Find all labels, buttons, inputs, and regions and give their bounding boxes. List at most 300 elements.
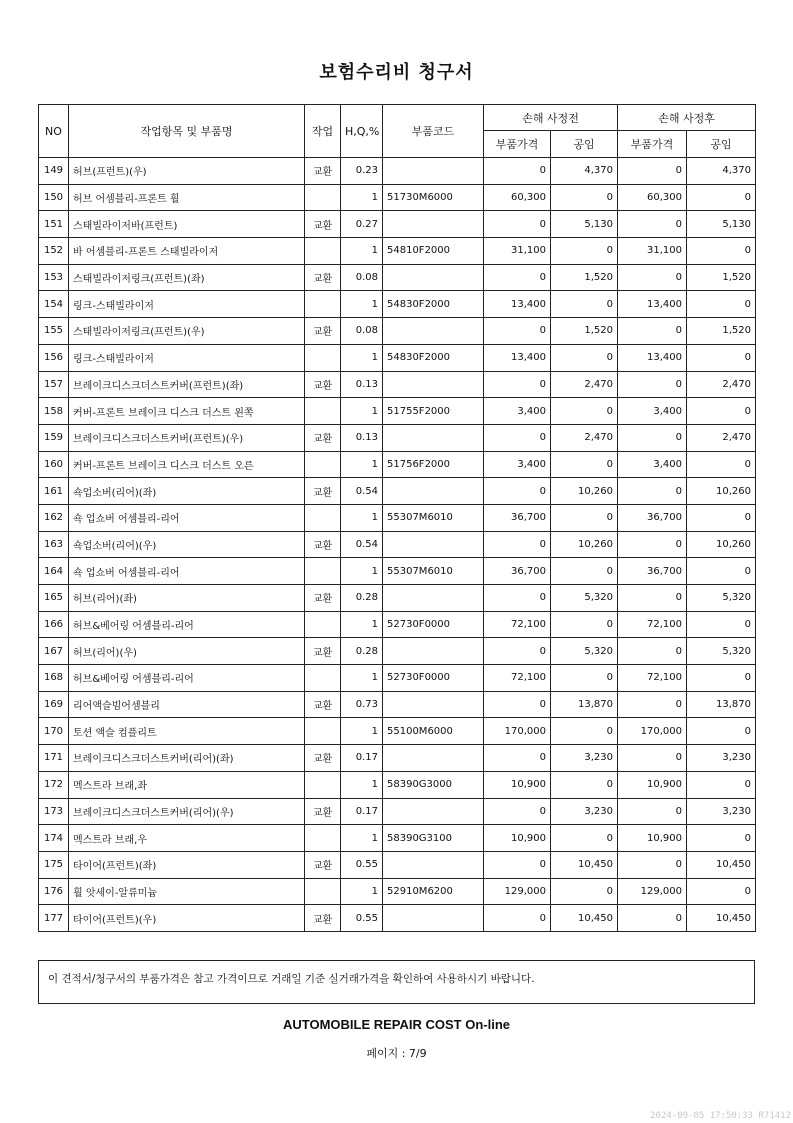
cell-hq: 1 — [341, 184, 383, 211]
cell-hq: 0.55 — [341, 851, 383, 878]
table-row — [39, 531, 756, 558]
cell-before-labor: 5,320 — [551, 585, 618, 612]
table-row — [39, 184, 756, 211]
cell-hq: 0.55 — [341, 905, 383, 932]
cell-work: 교환 — [305, 638, 341, 665]
cell-before-part-price: 10,900 — [484, 825, 551, 852]
cell-no: 166 — [39, 611, 69, 638]
cell-work: 교환 — [305, 531, 341, 558]
cell-after-labor: 10,450 — [687, 851, 756, 878]
cell-code: 51755F2000 — [383, 398, 484, 425]
cell-hq: 1 — [341, 665, 383, 692]
cell-item: 스태빌라이저바(프런트) — [69, 211, 305, 238]
header-before-part-price: 부품가격 — [484, 131, 551, 158]
cell-code: 58390G3000 — [383, 771, 484, 798]
cell-after-labor: 0 — [687, 504, 756, 531]
table-row — [39, 318, 756, 345]
cell-code — [383, 424, 484, 451]
cell-before-part-price: 170,000 — [484, 718, 551, 745]
cell-work — [305, 398, 341, 425]
cell-after-labor: 2,470 — [687, 424, 756, 451]
cell-before-part-price: 0 — [484, 158, 551, 185]
cell-after-part-price: 36,700 — [618, 504, 687, 531]
table-row — [39, 424, 756, 451]
cell-after-part-price: 0 — [618, 905, 687, 932]
cell-before-labor: 10,450 — [551, 905, 618, 932]
cell-after-part-price: 13,400 — [618, 291, 687, 318]
cell-hq: 0.13 — [341, 371, 383, 398]
cell-item: 허브(프런트)(우) — [69, 158, 305, 185]
table-row — [39, 745, 756, 772]
cell-item: 타이어(프런트)(우) — [69, 905, 305, 932]
cell-item: 스태빌라이저링크(프런트)(좌) — [69, 264, 305, 291]
cell-code: 55100M6000 — [383, 718, 484, 745]
cell-no: 152 — [39, 238, 69, 265]
cell-before-labor: 0 — [551, 771, 618, 798]
cell-no: 175 — [39, 851, 69, 878]
cell-no: 173 — [39, 798, 69, 825]
page-number: 페이지 : 7/9 — [366, 1047, 427, 1060]
cell-before-part-price: 10,900 — [484, 771, 551, 798]
cell-hq: 0.23 — [341, 158, 383, 185]
table-row — [39, 504, 756, 531]
cell-no: 172 — [39, 771, 69, 798]
cell-item: 허브&베어링 어셈블리-리어 — [69, 611, 305, 638]
table-row — [39, 451, 756, 478]
cell-after-labor: 5,320 — [687, 638, 756, 665]
cell-item: 브레이크디스크더스트커버(리어)(우) — [69, 798, 305, 825]
cell-after-labor: 4,370 — [687, 158, 756, 185]
cell-before-labor: 0 — [551, 504, 618, 531]
table-row — [39, 238, 756, 265]
cell-hq: 1 — [341, 558, 383, 585]
cell-after-part-price: 0 — [618, 264, 687, 291]
table-header — [39, 105, 756, 158]
cell-after-labor: 5,320 — [687, 585, 756, 612]
cell-no: 167 — [39, 638, 69, 665]
cell-after-part-price: 170,000 — [618, 718, 687, 745]
cell-after-part-price: 10,900 — [618, 771, 687, 798]
cell-after-labor: 0 — [687, 184, 756, 211]
cell-after-labor: 0 — [687, 825, 756, 852]
cell-before-part-price: 31,100 — [484, 238, 551, 265]
cell-hq: 0.17 — [341, 798, 383, 825]
cell-before-labor: 0 — [551, 665, 618, 692]
cell-after-labor: 0 — [687, 878, 756, 905]
cell-after-part-price: 0 — [618, 745, 687, 772]
cell-before-part-price: 129,000 — [484, 878, 551, 905]
cell-before-part-price: 0 — [484, 905, 551, 932]
table-row — [39, 665, 756, 692]
cell-item: 커버-프론트 브레이크 디스크 더스트 오른 — [69, 451, 305, 478]
cell-hq: 0.08 — [341, 264, 383, 291]
cell-after-labor: 0 — [687, 238, 756, 265]
cell-item: 쇽 업쇼버 어셈블리-리어 — [69, 504, 305, 531]
cell-before-labor: 0 — [551, 878, 618, 905]
cell-after-labor: 1,520 — [687, 318, 756, 345]
cell-item: 쇽업소버(리어)(우) — [69, 531, 305, 558]
cell-before-labor: 10,260 — [551, 531, 618, 558]
cell-before-part-price: 0 — [484, 531, 551, 558]
cell-work — [305, 771, 341, 798]
cell-work — [305, 558, 341, 585]
cell-no: 163 — [39, 531, 69, 558]
table-row — [39, 558, 756, 585]
cell-after-labor: 3,230 — [687, 745, 756, 772]
cell-work: 교환 — [305, 318, 341, 345]
cell-code — [383, 745, 484, 772]
cell-before-part-price: 72,100 — [484, 665, 551, 692]
table-row — [39, 371, 756, 398]
cell-after-part-price: 0 — [618, 318, 687, 345]
cell-after-labor: 1,520 — [687, 264, 756, 291]
table-row — [39, 158, 756, 185]
cell-code — [383, 211, 484, 238]
cell-before-part-price: 0 — [484, 638, 551, 665]
cell-no: 159 — [39, 424, 69, 451]
cell-before-labor: 3,230 — [551, 745, 618, 772]
cell-no: 168 — [39, 665, 69, 692]
header-work: 작업 — [305, 105, 341, 158]
cell-item: 허브(리어)(좌) — [69, 585, 305, 612]
cell-hq: 1 — [341, 344, 383, 371]
cell-before-labor: 10,450 — [551, 851, 618, 878]
cell-code: 55307M6010 — [383, 504, 484, 531]
cell-after-part-price: 0 — [618, 371, 687, 398]
cell-code — [383, 158, 484, 185]
cell-code: 55307M6010 — [383, 558, 484, 585]
cell-no: 155 — [39, 318, 69, 345]
cell-after-labor: 5,130 — [687, 211, 756, 238]
table-row — [39, 825, 756, 852]
cell-no: 165 — [39, 585, 69, 612]
header-hq: H,Q,% — [341, 105, 383, 158]
cell-before-part-price: 0 — [484, 371, 551, 398]
cell-work: 교환 — [305, 211, 341, 238]
cell-item: 브레이크디스크더스트커버(리어)(좌) — [69, 745, 305, 772]
cell-code — [383, 585, 484, 612]
cell-after-labor: 0 — [687, 771, 756, 798]
cell-work: 교환 — [305, 478, 341, 505]
cell-code: 51730M6000 — [383, 184, 484, 211]
cell-before-labor: 0 — [551, 184, 618, 211]
cell-after-labor: 0 — [687, 558, 756, 585]
cell-item: 쇽 업쇼버 어셈블리-리어 — [69, 558, 305, 585]
header-before: 손해 사정전 — [484, 105, 618, 131]
cell-hq: 1 — [341, 771, 383, 798]
cell-item: 타이어(프런트)(좌) — [69, 851, 305, 878]
cell-item: 커버-프론트 브레이크 디스크 더스트 왼쪽 — [69, 398, 305, 425]
cell-hq: 0.73 — [341, 691, 383, 718]
cell-after-labor: 0 — [687, 291, 756, 318]
document-title: 보험수리비 청구서 — [319, 62, 474, 83]
table-row — [39, 611, 756, 638]
cell-after-labor: 0 — [687, 665, 756, 692]
cell-work: 교환 — [305, 585, 341, 612]
cell-after-part-price: 72,100 — [618, 665, 687, 692]
cell-item: 링크-스태빌라이저 — [69, 344, 305, 371]
cell-after-part-price: 72,100 — [618, 611, 687, 638]
cell-work — [305, 184, 341, 211]
cell-hq: 0.13 — [341, 424, 383, 451]
cell-code — [383, 905, 484, 932]
cell-after-part-price: 0 — [618, 798, 687, 825]
cell-hq: 1 — [341, 398, 383, 425]
cell-before-part-price: 3,400 — [484, 451, 551, 478]
notice-box: 이 견적서/청구서의 부품가격은 참고 가격이므로 거래일 기준 실거래가격을 확인하여 사용하시기 바랍니다. — [38, 960, 755, 1004]
cell-hq: 0.27 — [341, 211, 383, 238]
table-row — [39, 585, 756, 612]
cell-before-labor: 10,260 — [551, 478, 618, 505]
cell-hq: 1 — [341, 504, 383, 531]
cell-work: 교환 — [305, 158, 341, 185]
cell-code — [383, 318, 484, 345]
cell-no: 171 — [39, 745, 69, 772]
cell-after-part-price: 60,300 — [618, 184, 687, 211]
cell-before-labor: 4,370 — [551, 158, 618, 185]
cell-after-labor: 0 — [687, 451, 756, 478]
cell-item: 허브&베어링 어셈블리-리어 — [69, 665, 305, 692]
cell-hq: 0.28 — [341, 638, 383, 665]
cell-work: 교환 — [305, 851, 341, 878]
cell-before-labor: 5,130 — [551, 211, 618, 238]
cell-item: 바 어셈블리-프론트 스태빌라이저 — [69, 238, 305, 265]
cell-before-labor: 2,470 — [551, 424, 618, 451]
cell-before-part-price: 0 — [484, 211, 551, 238]
table-row — [39, 691, 756, 718]
cell-work: 교환 — [305, 691, 341, 718]
cell-work — [305, 665, 341, 692]
table-row — [39, 291, 756, 318]
cell-no: 156 — [39, 344, 69, 371]
cell-work: 교환 — [305, 798, 341, 825]
cell-after-labor: 10,260 — [687, 531, 756, 558]
table-row — [39, 344, 756, 371]
cell-after-part-price: 0 — [618, 531, 687, 558]
cell-after-part-price: 0 — [618, 585, 687, 612]
cell-code: 52730F0000 — [383, 611, 484, 638]
table-row — [39, 798, 756, 825]
table-body — [39, 158, 756, 932]
cell-work — [305, 238, 341, 265]
cell-code: 54810F2000 — [383, 238, 484, 265]
cell-after-part-price: 36,700 — [618, 558, 687, 585]
cell-after-part-price: 0 — [618, 211, 687, 238]
repair-cost-table — [38, 104, 756, 932]
cell-before-part-price: 0 — [484, 424, 551, 451]
cell-code — [383, 638, 484, 665]
cell-no: 160 — [39, 451, 69, 478]
cell-work — [305, 878, 341, 905]
cell-after-part-price: 3,400 — [618, 451, 687, 478]
cell-before-part-price: 0 — [484, 264, 551, 291]
header-after-part-price: 부품가격 — [618, 131, 687, 158]
cell-hq: 1 — [341, 878, 383, 905]
cell-code — [383, 264, 484, 291]
cell-before-labor: 3,230 — [551, 798, 618, 825]
cell-code — [383, 798, 484, 825]
cell-hq: 1 — [341, 825, 383, 852]
cell-before-part-price: 60,300 — [484, 184, 551, 211]
cell-hq: 0.08 — [341, 318, 383, 345]
cell-no: 177 — [39, 905, 69, 932]
cell-work — [305, 344, 341, 371]
cell-no: 154 — [39, 291, 69, 318]
cell-work — [305, 718, 341, 745]
cell-after-labor: 0 — [687, 718, 756, 745]
cell-after-labor: 10,260 — [687, 478, 756, 505]
header-no: NO — [39, 105, 69, 158]
cell-before-labor: 0 — [551, 238, 618, 265]
cell-no: 153 — [39, 264, 69, 291]
cell-item: 허브 어셈블리-프론트 휠 — [69, 184, 305, 211]
cell-after-labor: 0 — [687, 398, 756, 425]
cell-before-part-price: 0 — [484, 691, 551, 718]
cell-no: 164 — [39, 558, 69, 585]
header-item: 작업항목 및 부품명 — [69, 105, 305, 158]
cell-hq: 1 — [341, 451, 383, 478]
cell-no: 158 — [39, 398, 69, 425]
cell-before-labor: 5,320 — [551, 638, 618, 665]
cell-work: 교환 — [305, 371, 341, 398]
cell-work — [305, 291, 341, 318]
cell-before-labor: 1,520 — [551, 318, 618, 345]
cell-item: 링크-스태빌라이저 — [69, 291, 305, 318]
table-row — [39, 398, 756, 425]
cell-no: 149 — [39, 158, 69, 185]
cell-after-part-price: 0 — [618, 691, 687, 718]
cell-work: 교환 — [305, 264, 341, 291]
cell-before-part-price: 72,100 — [484, 611, 551, 638]
cell-work: 교환 — [305, 745, 341, 772]
cell-before-labor: 1,520 — [551, 264, 618, 291]
cell-item: 리어액슬빔어셈블리 — [69, 691, 305, 718]
cell-work: 교환 — [305, 905, 341, 932]
cell-after-labor: 0 — [687, 344, 756, 371]
cell-work — [305, 825, 341, 852]
cell-code: 54830F2000 — [383, 291, 484, 318]
cell-work: 교환 — [305, 424, 341, 451]
header-before-labor: 공임 — [551, 131, 618, 158]
cell-code: 52910M6200 — [383, 878, 484, 905]
cell-before-labor: 0 — [551, 344, 618, 371]
table-row — [39, 638, 756, 665]
cell-item: 쇽업소버(리어)(좌) — [69, 478, 305, 505]
table-row — [39, 905, 756, 932]
cell-code: 51756F2000 — [383, 451, 484, 478]
cell-after-part-price: 0 — [618, 424, 687, 451]
cell-after-part-price: 0 — [618, 851, 687, 878]
cell-before-labor: 2,470 — [551, 371, 618, 398]
header-after: 손해 사정후 — [618, 105, 756, 131]
cell-work — [305, 504, 341, 531]
cell-code: 54830F2000 — [383, 344, 484, 371]
cell-item: 토션 액슬 컴플리트 — [69, 718, 305, 745]
cell-work — [305, 451, 341, 478]
cell-hq: 1 — [341, 611, 383, 638]
cell-before-part-price: 0 — [484, 585, 551, 612]
cell-no: 170 — [39, 718, 69, 745]
cell-no: 169 — [39, 691, 69, 718]
cell-code — [383, 478, 484, 505]
cell-after-part-price: 10,900 — [618, 825, 687, 852]
table-row — [39, 211, 756, 238]
cell-item: 브레이크디스크더스트커버(프런트)(우) — [69, 424, 305, 451]
cell-hq: 1 — [341, 238, 383, 265]
cell-before-labor: 0 — [551, 825, 618, 852]
cell-item: 멕스트라 브래,우 — [69, 825, 305, 852]
cell-after-part-price: 0 — [618, 638, 687, 665]
cell-before-part-price: 13,400 — [484, 291, 551, 318]
cell-code: 58390G3100 — [383, 825, 484, 852]
cell-before-labor: 0 — [551, 558, 618, 585]
cell-before-part-price: 36,700 — [484, 504, 551, 531]
cell-item: 스태빌라이저링크(프런트)(우) — [69, 318, 305, 345]
cell-after-part-price: 0 — [618, 158, 687, 185]
cell-hq: 0.28 — [341, 585, 383, 612]
cell-hq: 1 — [341, 718, 383, 745]
cell-after-part-price: 13,400 — [618, 344, 687, 371]
cell-after-labor: 2,470 — [687, 371, 756, 398]
table-row — [39, 478, 756, 505]
cell-before-part-price: 36,700 — [484, 558, 551, 585]
cell-after-labor: 0 — [687, 611, 756, 638]
cell-code — [383, 851, 484, 878]
cell-before-part-price: 0 — [484, 745, 551, 772]
cell-code — [383, 531, 484, 558]
cell-hq: 0.54 — [341, 531, 383, 558]
cell-after-part-price: 31,100 — [618, 238, 687, 265]
cell-work — [305, 611, 341, 638]
cell-no: 161 — [39, 478, 69, 505]
table-row — [39, 771, 756, 798]
table-row — [39, 878, 756, 905]
cell-after-part-price: 3,400 — [618, 398, 687, 425]
cell-after-part-price: 129,000 — [618, 878, 687, 905]
cell-before-labor: 13,870 — [551, 691, 618, 718]
cell-before-part-price: 13,400 — [484, 344, 551, 371]
cell-before-part-price: 0 — [484, 478, 551, 505]
cell-code — [383, 371, 484, 398]
footer-brand: AUTOMOBILE REPAIR COST On-line — [282, 1017, 511, 1032]
header-code: 부품코드 — [383, 105, 484, 158]
table-row — [39, 851, 756, 878]
cell-code — [383, 691, 484, 718]
cell-after-labor: 10,450 — [687, 905, 756, 932]
cell-hq: 0.54 — [341, 478, 383, 505]
header-after-labor: 공임 — [687, 131, 756, 158]
cell-no: 151 — [39, 211, 69, 238]
timestamp-stamp: 2024-09-05 17:50:33 R71412 — [650, 1111, 791, 1121]
cell-code: 52730F0000 — [383, 665, 484, 692]
cell-before-labor: 0 — [551, 291, 618, 318]
cell-before-part-price: 0 — [484, 798, 551, 825]
table-row — [39, 718, 756, 745]
cell-after-labor: 3,230 — [687, 798, 756, 825]
cell-before-labor: 0 — [551, 611, 618, 638]
cell-after-part-price: 0 — [618, 478, 687, 505]
cell-hq: 1 — [341, 291, 383, 318]
cell-after-labor: 13,870 — [687, 691, 756, 718]
cell-item: 멕스트라 브래,좌 — [69, 771, 305, 798]
cell-no: 157 — [39, 371, 69, 398]
cell-before-labor: 0 — [551, 718, 618, 745]
cell-before-part-price: 0 — [484, 318, 551, 345]
table-row — [39, 264, 756, 291]
cell-before-labor: 0 — [551, 398, 618, 425]
cell-item: 휠 앗세이-알류미늄 — [69, 878, 305, 905]
cell-no: 150 — [39, 184, 69, 211]
